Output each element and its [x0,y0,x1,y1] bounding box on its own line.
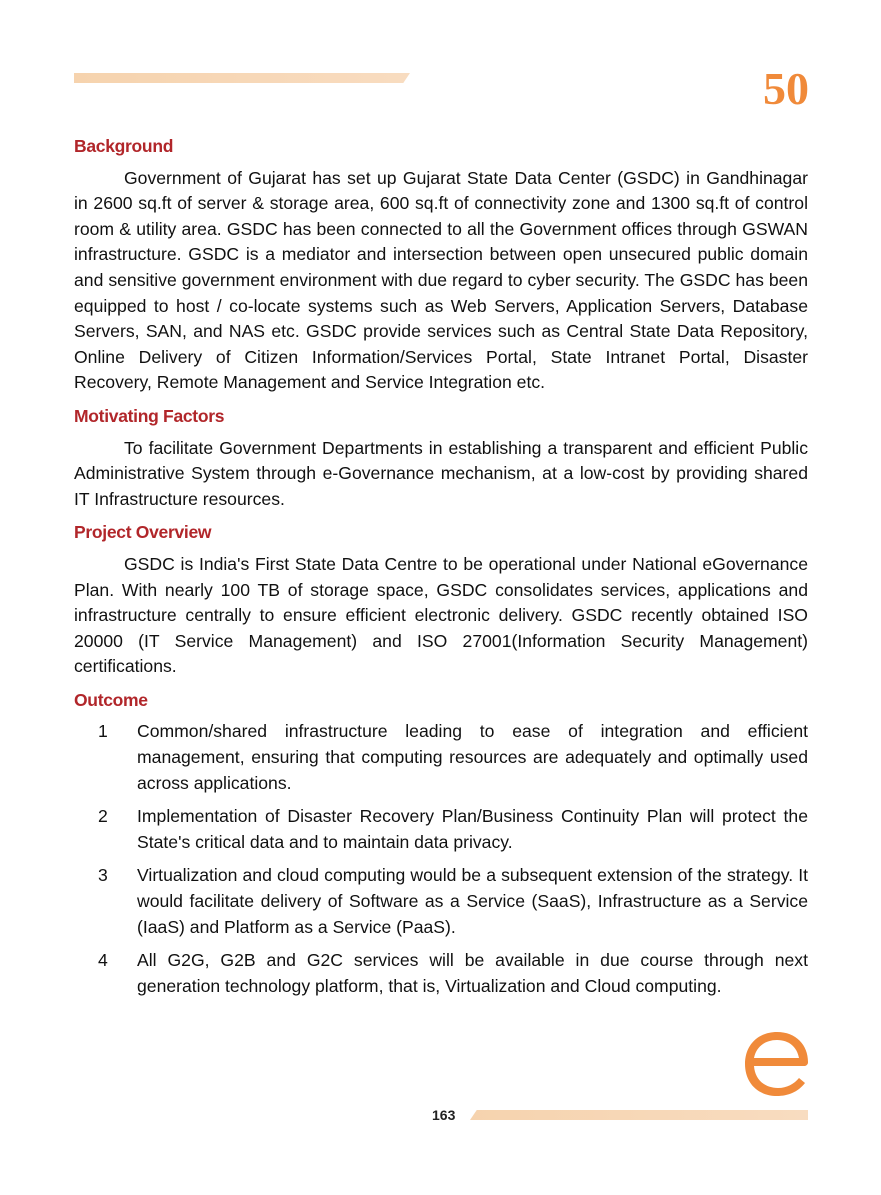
section-project-overview [74,520,808,680]
list-item [74,863,808,940]
list-item [74,719,808,796]
e-logo-icon [742,1028,812,1098]
list-item-number: 1 [98,721,108,742]
paragraph-motivating-factors: To facilitate Government Departments in establishing a transparent and efficient Public Administrative System through e-Governance mechanism, at a low-cost by providing shared IT Infrastructure resources. [74,437,808,509]
section-background [74,134,808,396]
outcome-list [74,719,808,999]
heading-project-overview: Project Overview [74,522,212,543]
list-item-text: Common/shared infrastructure leading to ease of integration and efficient management, ensuring that computing resources are adequately and optimally used across applications. [137,721,808,793]
heading-outcome: Outcome [74,689,148,710]
section-outcome [74,688,808,1000]
paragraph-project-overview: GSDC is India's First State Data Centre to be operational under National eGovernance Plan. With nearly 100 TB of storage space, GSDC consolidates services, applications and infrastructure centrally to ensure efficient electronic delivery. GSDC recently obtained ISO 20000 (IT Service Management) and ISO 27001(Information Security Management) certifications. [74,553,808,677]
document-body [74,134,808,1007]
header-decorative-bar [74,73,410,83]
paragraph-background: Government of Gujarat has set up Gujarat State Data Center (GSDC) in Gandhinagar in 2600 sq.ft of server & storage area, 600 sq.ft of connectivity zone and 1300 sq.ft of control room & utility area. GSDC has been connected to all the Government offices through GSWAN infrastructure. GSDC is a mediator and intersection between open unsecured public domain and sensitive government environment with due regard to cyber security. The GSDC has been equipped to host / co-locate systems such as Web Servers, Application Servers, Database Servers, SAN, and NAS etc. GSDC provide services such as Central State Data Repository, Online Delivery of Citizen Information/Services Portal, State Intranet Portal, Disaster Recovery, Remote Management and Service Integration etc. [74,167,808,393]
list-item-number: 4 [98,950,108,971]
list-item-text: All G2G, G2B and G2C services will be available in due course through next generation technology platform, that is, Virtualization and Cloud computing. [137,950,808,996]
list-item-text: Implementation of Disaster Recovery Plan/Business Continuity Plan will protect the State's critical data and to maintain data privacy. [137,806,808,852]
list-item [74,948,808,999]
heading-background: Background [74,136,174,156]
list-item [74,804,808,855]
list-item-number: 3 [98,865,108,886]
list-item-number: 2 [98,806,108,827]
page-number: 163 [432,1107,456,1123]
heading-motivating-factors: Motivating Factors [74,405,225,426]
footer-decorative-bar [470,1110,808,1120]
chapter-number: 50 [763,63,809,114]
section-motivating-factors [74,404,808,512]
list-item-text: Virtualization and cloud computing would be a subsequent extension of the strategy. It would facilitate delivery of Software as a Service (SaaS), Infrastructure as a Service (IaaS) and Platform as a Service (PaaS). [137,865,808,937]
